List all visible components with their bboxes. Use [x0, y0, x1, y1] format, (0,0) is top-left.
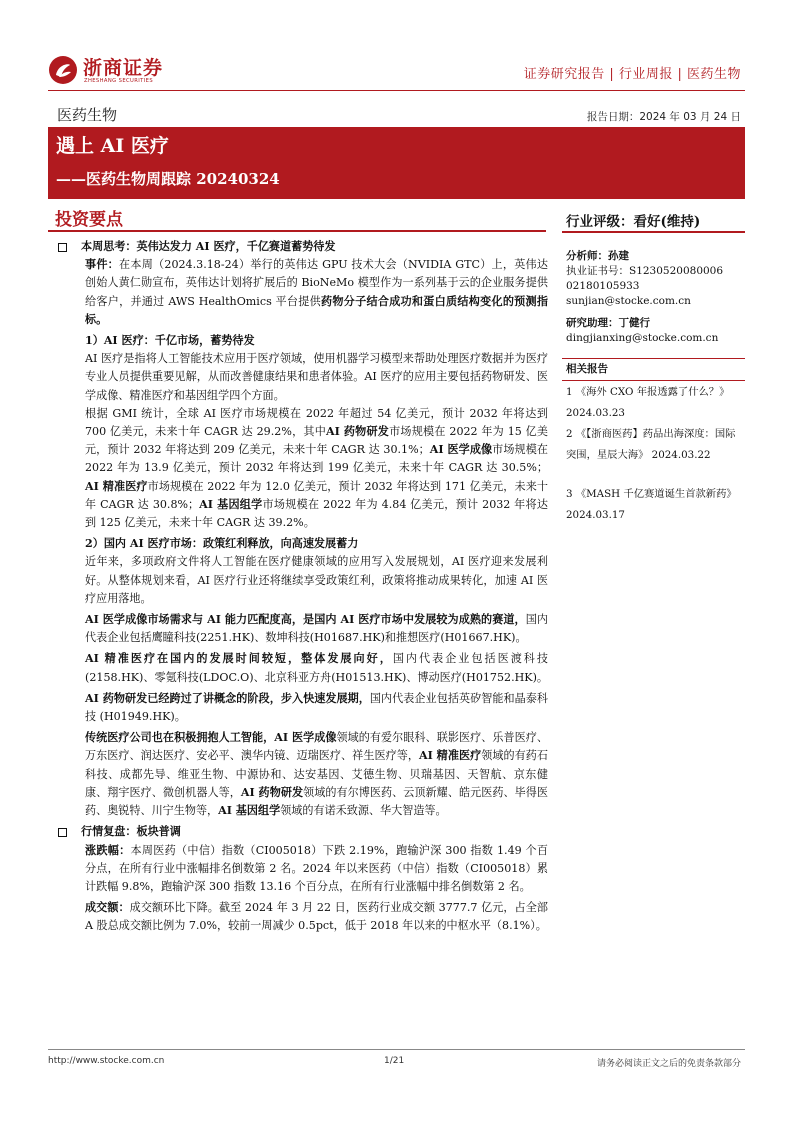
sector-label: 医药生物: [57, 106, 118, 124]
text-run: 国内代表企业包括鹰瞳科技(2251.HK)、数坤科技(H01687.HK)和推想医疗(H01667.HK)。: [85, 613, 548, 645]
bold-run: AI 医学成像: [429, 443, 493, 457]
subsection-heading: [58, 535, 548, 553]
sidebar-divider: [562, 358, 745, 359]
text-run: 本周医药（中信）指数（CI005018）下跌 2.19%，跑输沪深 300 指数 1.49 个百分点，在所有行业中涨幅排名倒数第 2 名。2024 年以来医药（中信）指数（CI005018）累计跌幅 9.8%，跑输沪深 300 指数 13.16 个百分点，在所有行业涨幅中排名倒数第 2 名。: [85, 843, 548, 893]
footer-url[interactable]: http://www.stocke.com.cn: [48, 1056, 165, 1066]
brand-name: 浙商证券: [83, 57, 164, 79]
page-number: 1/21: [384, 1056, 405, 1066]
bullet-market-review: [58, 823, 548, 841]
bold-run: AI 精准医疗: [85, 479, 148, 493]
section-divider: [48, 230, 546, 232]
section-title: 投资要点: [55, 210, 123, 230]
bold-run: 传统医疗公司也在积极拥抱人工智能，AI 医学成像: [85, 731, 337, 745]
event-text: 在本周（2024.3.18-24）举行的英伟达 GPU 技术大会（NVIDIA GTC）上，英伟达创始人黄仁勋宣布，英伟达计划将扩展后的 BioNeMo 模型作为一系列基于云的企业服务提供给客户，并通过 AWS HealthOmics 平台提供: [85, 258, 548, 308]
footer-divider: [48, 1049, 745, 1050]
brand-name-en: ZHESHANG SECURITIES: [84, 78, 154, 84]
sidebar-divider: [562, 380, 745, 381]
subsection-2-title: 2）国内 AI 医疗市场：政策红利释放，向高速发展蓄力: [85, 537, 359, 551]
text-run: 领域的有尔博医药、云顶新耀、皓元医药、毕得医药、奥锐特、川宁生物等，: [85, 785, 548, 818]
paragraph: [58, 729, 548, 820]
bold-run: AI 基因组学: [199, 497, 263, 511]
subsection-heading: [58, 332, 548, 350]
event-paragraph: [58, 256, 548, 329]
text-run: 市场规模在 2022 年为 12.0 亿美元，预计 2032 年将达到 171 亿美元，未来十年 CAGR 达 30.8%；: [85, 479, 548, 511]
bold-run: AI 精准医疗在国内的发展时间较短，整体发展向好，: [85, 652, 393, 666]
bullet-heading: 本周思考：英伟达发力 AI 医疗，千亿赛道蓄势待发: [81, 240, 336, 253]
analyst-phone: 02180105933: [566, 280, 640, 292]
assistant-name: 研究助理：丁健行: [566, 317, 650, 329]
paragraph: 近年来，多项政府文件将人工智能在医疗健康领域的应用写入发展规划，AI 医疗迎来发展利好。从整体规划来看，AI 医疗行业还将继续享受政策红利，政策将推动成果转化，加速 AI 医疗应用落地。: [85, 555, 548, 605]
event-label: 事件：: [85, 258, 120, 272]
rating-divider: [562, 231, 745, 233]
checkbox-bullet-icon: [58, 828, 67, 837]
paragraph: [58, 690, 548, 726]
text-run: 市场规模在 2022 年为 15 亿美元，预计 2032 年将达到 209 亿美元，未来十年 CAGR 达 30.1%；: [85, 425, 548, 457]
bold-run: 成交额：: [85, 901, 130, 915]
footer-disclaimer: 请务必阅读正文之后的免责条款部分: [596, 1059, 741, 1069]
bold-run: AI 药物研发: [326, 425, 390, 439]
bold-run: AI 药物研发已经跨过了讲概念的阶段，步入快速发展期，: [85, 691, 370, 705]
bold-run: AI 基因组学: [218, 804, 281, 818]
bold-run: AI 医学成像市场需求与 AI 能力匹配度高，是国内 AI 医疗市场中发展较为成熟的赛道，: [85, 613, 526, 627]
text-run: 根据 GMI 统计，全球 AI 医疗市场规模在 2022 年超过 54 亿美元，预计 2032 年将达到 700 亿美元，未来十年 CAGR 达 29.2%，其中: [85, 406, 548, 439]
bullet-heading: 行情复盘：板块普调: [81, 825, 181, 839]
related-report-item[interactable]: 3 《MASH 千亿赛道诞生首款新药》 2024.03.17: [566, 488, 737, 521]
text-run: 市场规模在 2022 年为 13.9 亿美元，预计 2032 年将达到 199 亿美元，未来十年 CAGR 达 30.5%；: [85, 443, 548, 475]
market-size-paragraph: [58, 405, 548, 532]
event-highlight: 药物分子结合成功和蛋白质结构变化的预测指标。: [85, 294, 548, 326]
page-title: 遇上 AI 医疗: [56, 135, 169, 157]
assistant-email[interactable]: dingjianxing@stocke.com.cn: [566, 332, 719, 344]
text-run: 国内代表企业包括英矽智能和晶泰科技 (H01949.HK)。: [85, 691, 548, 724]
bullet-weekly-thought: [58, 238, 548, 256]
text-run: 成交额环比下降。截至 2024 年 3 月 22 日，医药行业成交额 3777.7 亿元，占全部 A 股总成交额比例为 7.0%，较前一周减少 0.5pct，低于 2018 年以来的中枢水平（8.1%）。: [85, 901, 548, 933]
analyst-email[interactable]: sunjian@stocke.com.cn: [566, 295, 691, 307]
subsection-1-title: 1）AI 医疗：千亿市场，蓄势待发: [85, 334, 255, 348]
text-run: 领域的有药石科技、成都先导、维亚生物、中源协和、达安基因、艾德生物、贝瑞基因、天智航、京东健康、翔宇医疗、微创机器人等，: [85, 749, 548, 799]
text-run: 领域的有爱尔眼科、联影医疗、乐普医疗、万东医疗、润达医疗、安必平、澳华内镜、迈瑞医疗、祥生医疗等，: [85, 731, 548, 763]
report-date: 报告日期：2024 年 03 月 24 日: [586, 111, 741, 123]
related-title: [566, 362, 744, 377]
paragraph: [58, 899, 548, 935]
checkbox-bullet-icon: [58, 243, 67, 252]
industry-rating: 行业评级：看好(维持): [566, 214, 701, 230]
paragraph: [58, 611, 548, 647]
certificate-number: 执业证书号：S1230520080006: [566, 265, 724, 277]
related-reports-heading: 相关报告: [566, 363, 608, 375]
main-content: [58, 236, 548, 936]
bold-run: AI 精准医疗: [418, 749, 482, 763]
text-run: 国内代表企业包括医渡科技(2158.HK)、零氪科技(LDOC.O)、北京科亚方舟(H01513.HK)、博动医疗(H01752.HK)。: [85, 652, 549, 684]
breadcrumb: 证券研究报告 | 行业周报 | 医药生物: [523, 67, 741, 82]
paragraph: AI 医疗是指将人工智能技术应用于医疗领域，使用机器学习模型来帮助处理医疗数据并为医疗专业人员提供重要见解，从而改善健康结果和患者体验。AI 医疗的应用主要包括药物研发、医学成像、精准医疗和基因组学四个方面。: [85, 352, 548, 402]
text-run: 市场规模在 2022 年为 4.84 亿美元，预计 2032 年将达到 125 亿美元，未来十年 CAGR 达 39.2%。: [85, 497, 548, 530]
assistant-block: [566, 316, 744, 346]
paragraph: [58, 842, 548, 897]
text-run: 领域的有诺禾致源、华大智造等。: [280, 804, 447, 818]
analyst-name: 分析师：孙建: [566, 250, 629, 262]
related-report-item[interactable]: 2 《【浙商医药】药品出海深度：国际突围，星辰大海》 2024.03.22: [566, 428, 736, 461]
header-divider: [48, 90, 745, 91]
page-subtitle: ——医药生物周跟踪 20240324: [56, 170, 280, 188]
paragraph: [58, 650, 548, 686]
related-report-item[interactable]: 1 《海外 CXO 年报透露了什么？》 2024.03.23: [566, 386, 730, 419]
brand-logo-icon: [48, 55, 78, 85]
bold-run: 涨跌幅：: [85, 843, 131, 857]
analyst-block: [566, 249, 744, 309]
title-banner: [48, 127, 745, 199]
bold-run: AI 药物研发: [240, 785, 304, 799]
